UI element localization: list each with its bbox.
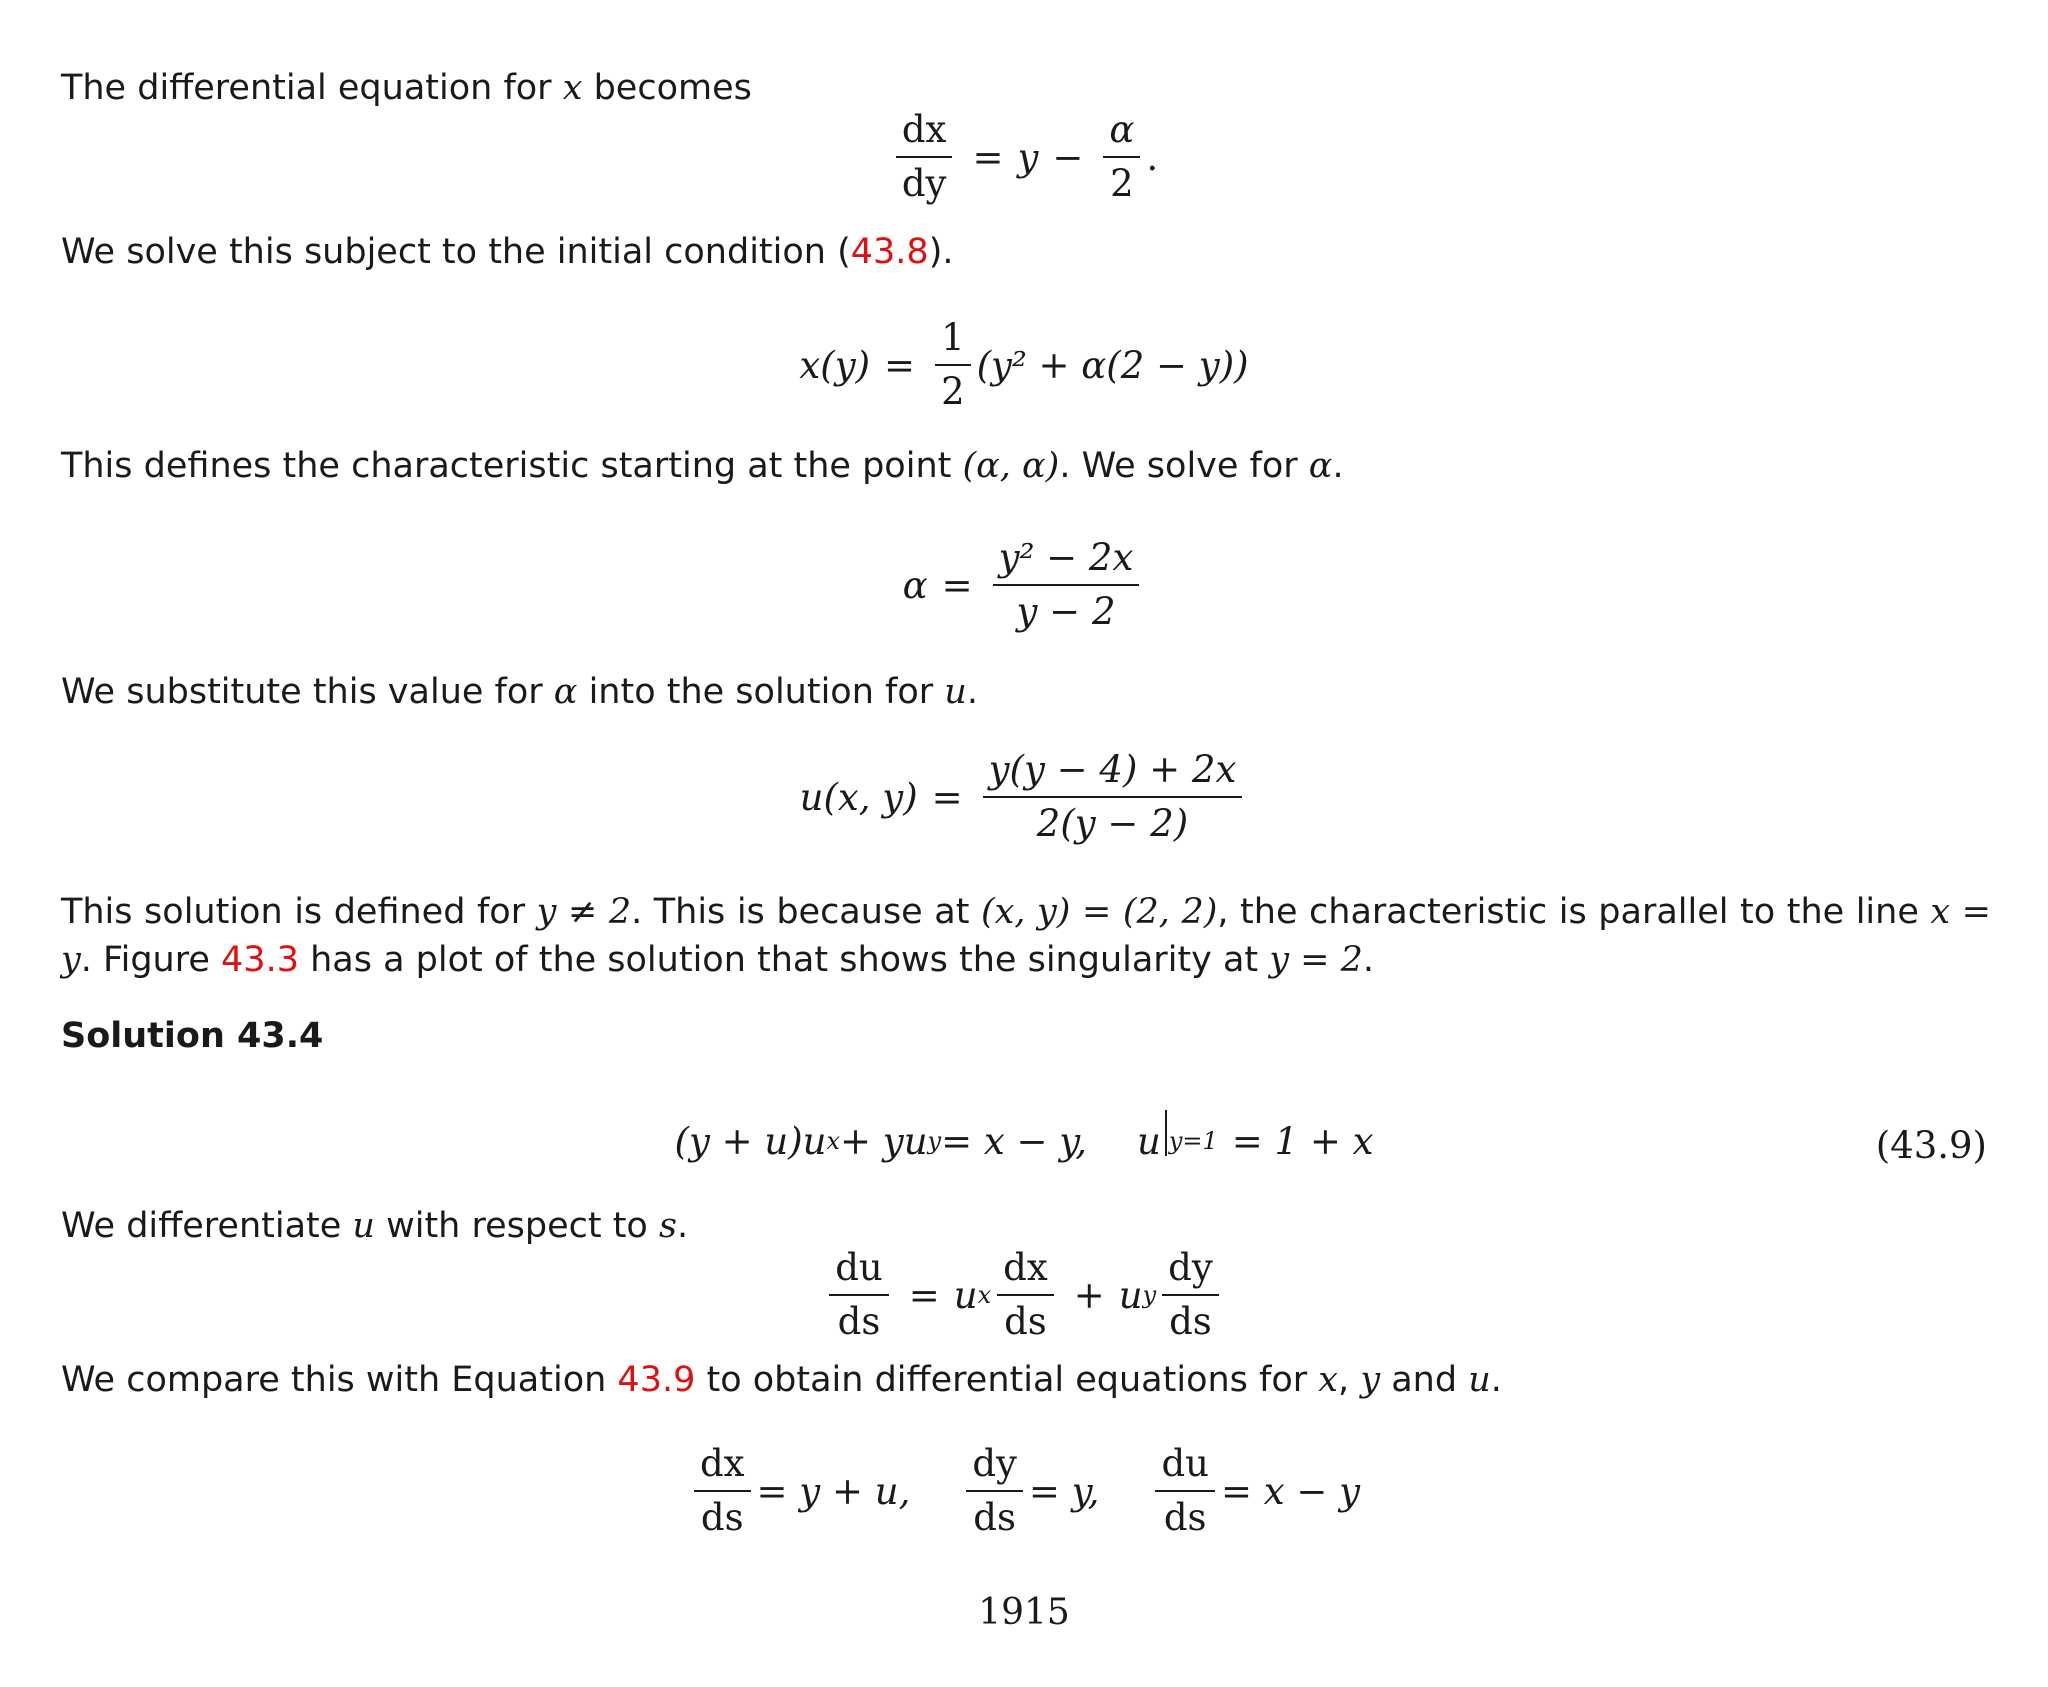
- section-heading: Solution 43.4: [61, 1016, 324, 1056]
- paragraph-substitute: We substitute this value for α into the solution for u.: [61, 672, 978, 712]
- paragraph-intro: The differential equation for x becomes: [61, 68, 752, 108]
- paragraph-initial-condition: We solve this subject to the initial condition (43.8).: [61, 232, 954, 272]
- reference-link-43-8[interactable]: 43.8: [850, 232, 929, 272]
- equation-alpha: α = $\frac{\text{y² − 2x}}{y - 2}$: [0, 536, 2048, 634]
- equation-dxdy: $\frac{dx}{dy}$ = y − $\frac{\alpha}{2}$ .: [0, 108, 2048, 206]
- paragraph-characteristic: This defines the characteristic starting at the point (α, α). We solve for α.: [61, 446, 1344, 486]
- equation-x-of-y: x(y) = $\frac{1}{2}$ (y² + α(2 − y)): [799, 316, 1249, 413]
- equation-characteristic-system: $\frac{dx}{ds}$ = y + u, $\frac{dy}{ds}$ = y, $\frac{du}{ds}$ = x − y: [0, 1442, 2048, 1540]
- page-number: 1915: [978, 1592, 1070, 1633]
- paragraph-differentiate: We differentiate u with respect to s.: [61, 1206, 689, 1246]
- equation-number: (43.9): [1875, 1124, 1987, 1167]
- equation-chain-rule: $\frac{du}{ds}$ = u x $\frac{dx}{ds}$ + u y $\frac{dy}{ds}$: [0, 1246, 2048, 1344]
- paragraph-singularity: This solution is defined for y ≠ 2. This is because at (x, y) = (2, 2), the characteristic is parallel to the line x = y. Figure 43.3 has a plot of the solution that shows the singularity at y = 2.: [61, 892, 1992, 980]
- reference-link-figure-43-3[interactable]: 43.3: [221, 940, 299, 980]
- equation-pde: (y + u)u x + yu y = x − y, u y=1 = 1 + x: [0, 1118, 2048, 1164]
- equation-u-solution: u(x, y) = $\frac{y(y - 4) + 2x}{2(y - 2)}$: [0, 748, 2048, 846]
- paragraph-compare: We compare this with Equation 43.9 to obtain differential equations for x, y and u.: [61, 1360, 1502, 1400]
- reference-link-equation-43-9[interactable]: 43.9: [617, 1360, 696, 1400]
